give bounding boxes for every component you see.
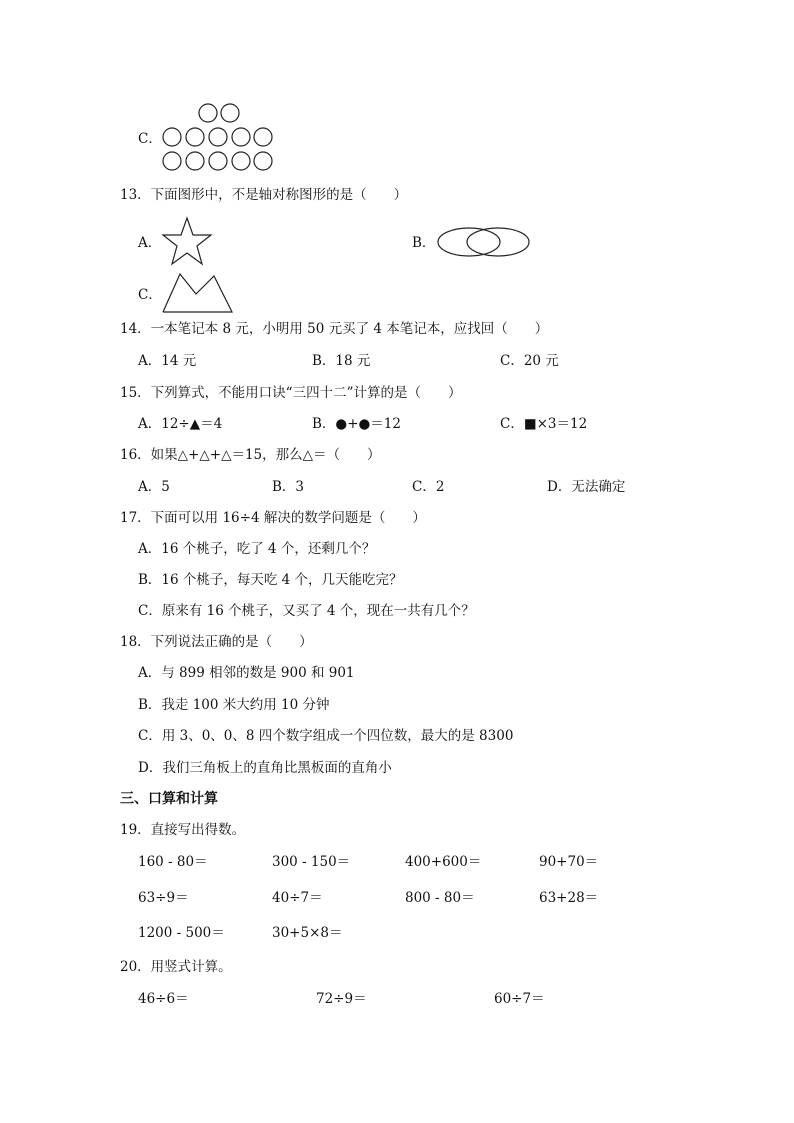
section-3-title: 三、口算和计算 [120,791,218,807]
q13-option-c-label[interactable]: C． [138,287,162,303]
q18-option-b[interactable]: B．我走 100 米大约用 10 分钟 [138,697,330,713]
q18-option-c[interactable]: C．用 3、0、0、8 四个数字组成一个四位数，最大的是 8300 [138,728,514,744]
q17-stem: 17．下面可以用 16÷4 解决的数学问题是（ ） [120,510,426,526]
q13-option-a-label[interactable]: A． [138,235,162,251]
q15-stem: 15．下列算式，不能用口诀“三四十二”计算的是（ ） [120,385,462,401]
q17-option-a[interactable]: A．16 个桃子，吃了 4 个，还剩几个？ [138,541,376,557]
q14-option-c[interactable]: C．20 元 [500,353,559,369]
q16-option-a[interactable]: A．5 [138,479,170,495]
q20-item: 72÷9＝ [316,991,367,1007]
q16-option-c[interactable]: C．2 [412,479,445,495]
overlapping-ellipses-icon [437,226,531,258]
q15-option-a[interactable]: A．12÷▲＝4 [138,416,223,432]
q12-option-c-label[interactable]: C． [138,131,162,147]
q19-item: 63÷9＝ [138,890,189,906]
q19-item: 90+70＝ [539,854,599,870]
q19-item: 30+5×8＝ [272,925,343,941]
q15-option-c[interactable]: C．■×3＝12 [500,416,588,432]
q20-item: 60÷7＝ [494,991,545,1007]
q20-stem: 20．用竖式计算。 [120,959,232,975]
q17-option-c[interactable]: C．原来有 16 个桃子，又买了 4 个，现在一共有几个？ [138,603,475,619]
q19-item: 160 - 80＝ [138,854,208,870]
q19-item: 63+28＝ [539,890,599,906]
q15-option-b[interactable]: B．●+●＝12 [312,416,401,432]
q20-item: 46÷6＝ [138,991,189,1007]
q19-item: 1200 - 500＝ [138,925,225,941]
q14-stem: 14．一本笔记本 8 元，小明用 50 元买了 4 本笔记本，应找回（ ） [120,321,549,337]
q19-item: 40÷7＝ [272,890,323,906]
q14-option-b[interactable]: B．18 元 [312,353,371,369]
q18-option-a[interactable]: A．与 899 相邻的数是 900 和 901 [138,665,355,681]
q16-option-b[interactable]: B．3 [272,479,305,495]
q18-option-d[interactable]: D．我们三角板上的直角比黑板面的直角小 [138,760,392,776]
q13-stem: 13．下面图形中，不是轴对称图形的是（ ） [120,187,408,203]
q19-item: 400+600＝ [405,854,482,870]
q16-stem: 16．如果△+△+△＝15，那么△＝（ ） [120,447,381,463]
q19-item: 300 - 150＝ [272,854,351,870]
q19-item: 800 - 80＝ [405,890,475,906]
star-icon [160,216,214,268]
q18-stem: 18．下列说法正确的是（ ） [120,634,313,650]
q13-option-b-label[interactable]: B． [412,235,436,251]
q14-option-a[interactable]: A．14 元 [138,353,197,369]
q12-circles-figure [160,103,276,173]
q19-stem: 19．直接写出得数。 [120,822,246,838]
q16-option-d[interactable]: D．无法确定 [547,479,626,495]
mountain-shape-icon [162,270,234,314]
q17-option-b[interactable]: B．16 个桃子，每天吃 4 个，几天能吃完？ [138,572,403,588]
